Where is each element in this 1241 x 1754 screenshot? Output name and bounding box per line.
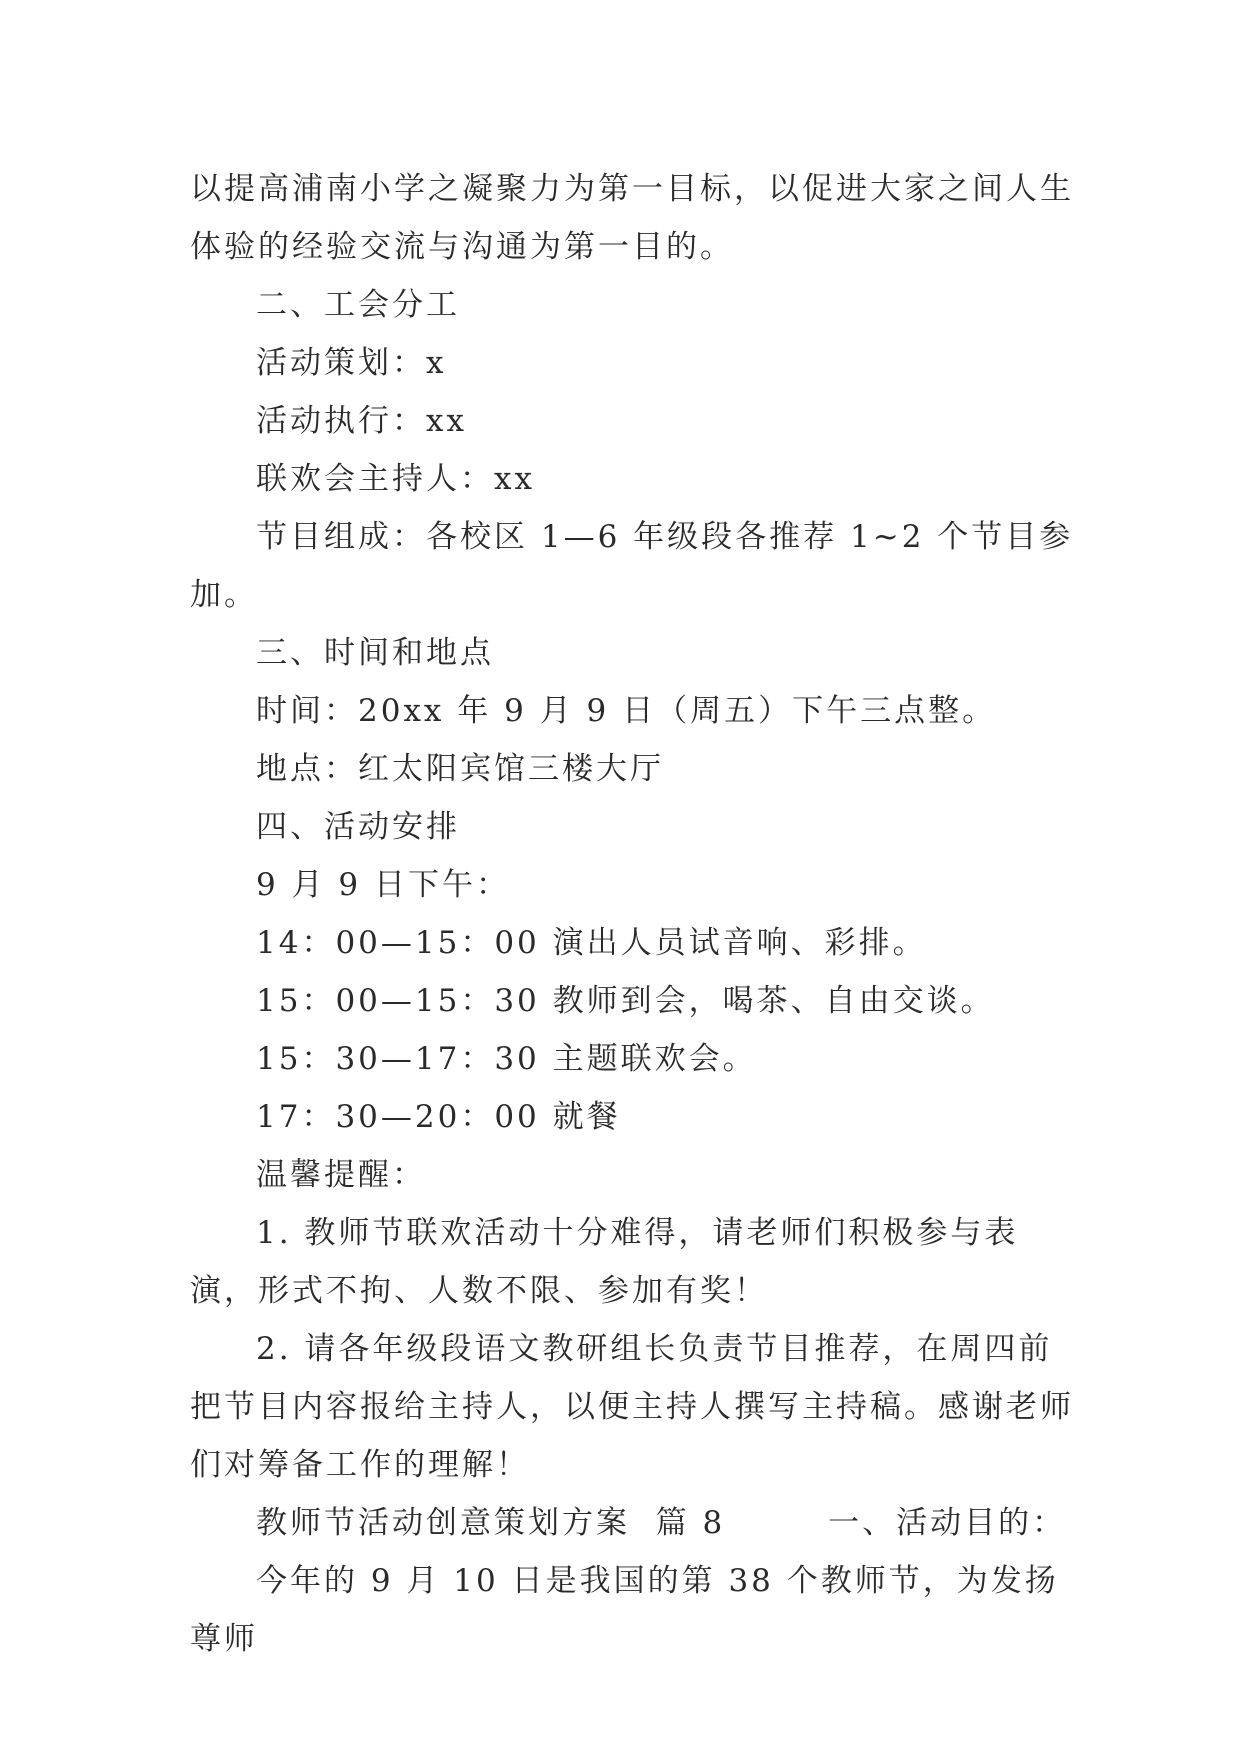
paragraph-planner: 活动策划：x bbox=[256, 345, 447, 381]
section-heading-reminder: 温馨提醒： bbox=[256, 1157, 426, 1193]
paragraph-goal-text: 以提高浦南小学之凝聚力为第一目标，以促进大家之间人生体验的经验交流与沟通为第一目的。 bbox=[190, 171, 1074, 265]
section-heading-plan-8: 教师节活动创意策划方案 篇 8 一、活动目的： bbox=[256, 1505, 1067, 1541]
paragraph-location: 地点：红太阳宾馆三楼大厅 bbox=[256, 751, 664, 787]
paragraph-host: 联欢会主持人：xx bbox=[256, 461, 535, 497]
reminder-item-1: 1. 教师节联欢活动十分难得，请老师们积极参与表演，形式不拘、人数不限、参加有奖！ bbox=[190, 1215, 1019, 1309]
section-heading-schedule: 四、活动安排 bbox=[256, 809, 460, 845]
paragraph-program-composition: 节目组成：各校区 1—6 年级段各推荐 1~2 个节目参加。 bbox=[190, 519, 1074, 613]
paragraph-plan-8-intro: 今年的 9 月 10 日是我国的第 38 个教师节，为发扬尊师 bbox=[190, 1563, 1059, 1657]
section-heading-division: 二、工会分工 bbox=[256, 287, 460, 323]
schedule-item-party: 15：30—17：30 主题联欢会。 bbox=[256, 1041, 757, 1077]
schedule-item-dinner: 17：30—20：00 就餐 bbox=[256, 1099, 621, 1135]
schedule-item-rehearsal: 14：00—15：00 演出人员试音响、彩排。 bbox=[256, 925, 927, 961]
paragraph-executor: 活动执行：xx bbox=[256, 403, 467, 439]
section-heading-time-place: 三、时间和地点 bbox=[256, 635, 494, 671]
schedule-item-arrival: 15：00—15：30 教师到会，喝茶、自由交谈。 bbox=[256, 983, 995, 1019]
paragraph-schedule-date: 9 月 9 日下午： bbox=[256, 867, 511, 903]
paragraph-time: 时间：20xx 年 9 月 9 日（周五）下午三点整。 bbox=[256, 693, 997, 729]
document-body bbox=[190, 160, 1080, 1668]
reminder-item-2: 2. 请各年级段语文教研组长负责节目推荐，在周四前把节目内容报给主持人，以便主持人撰写主持稿。感谢老师们对筹备工作的理解！ bbox=[190, 1331, 1074, 1483]
